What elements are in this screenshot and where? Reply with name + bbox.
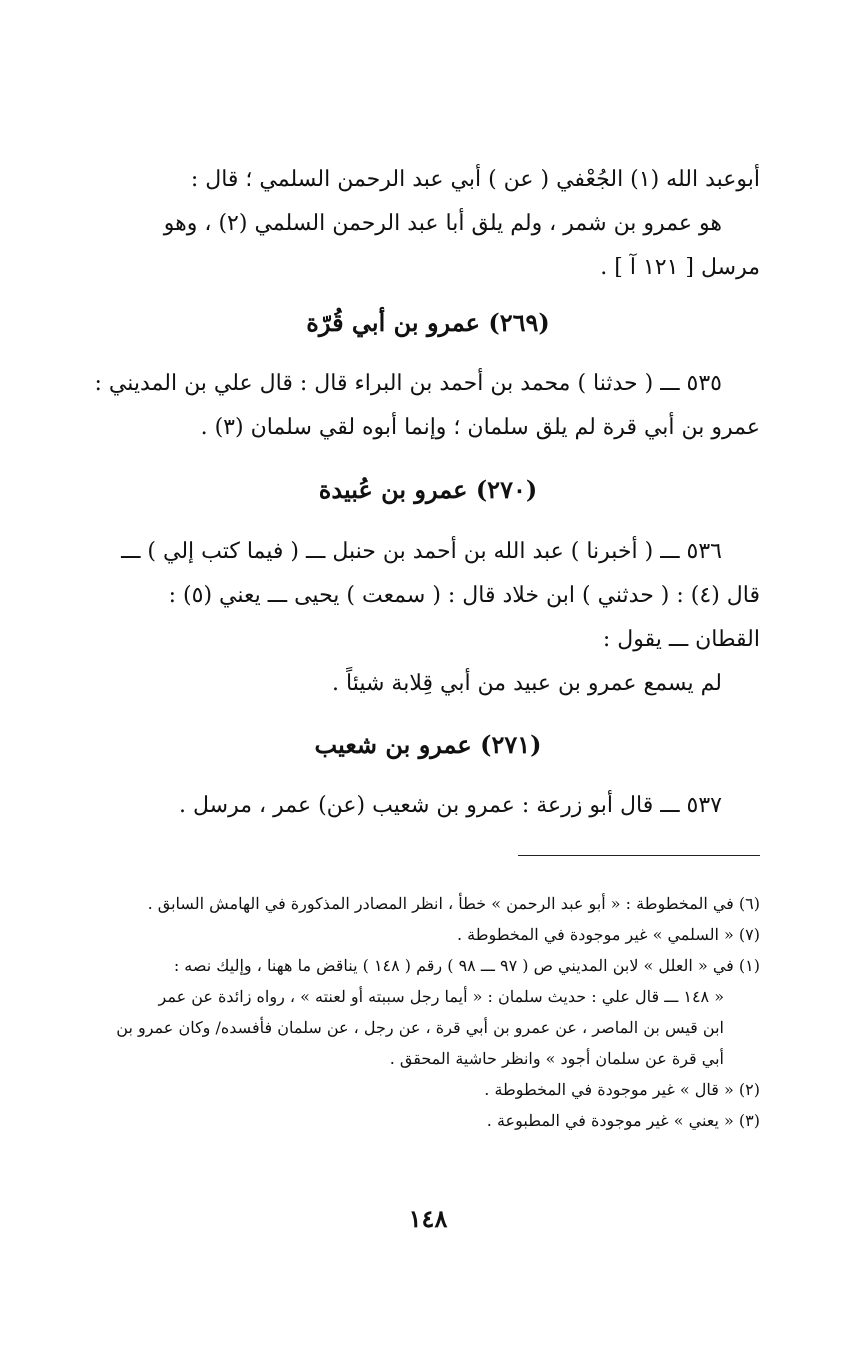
footnote: (٦) في المخطوطة : « أبو عبد الرحمن » خطأ ، انظر المصادر المذكورة في الهامش السابق . (147, 894, 760, 913)
footnote: (٧) « السلمي » غير موجودة في المخطوطة . (456, 925, 760, 944)
footnote: (١) في « العلل » لابن المديني ص ( ٩٧ ـــ ٩٨ ) رقم ( ١٤٨ ) يناقض ما ههنا ، وإليك نصه : (173, 956, 760, 975)
footnote: (٢) « قال » غير موجودة في المخطوطة . (484, 1080, 760, 1099)
section-heading-271: (٢٧١) عمرو بن شعيب (314, 730, 542, 759)
footnotes (96, 888, 760, 1136)
top-paragraph (96, 158, 760, 290)
text-line: قال (٤) : ( حدثني ) ابن خلاد قال : ( سمعت ) يحيى ـــ يعني (٥) : (168, 583, 760, 608)
page-number: ١٤٨ (408, 1204, 448, 1233)
entry-536 (96, 530, 760, 706)
text-line: لم يسمع عمرو بن عبيد من أبي قِلابة شيئاً . (332, 671, 722, 696)
text-line: ٥٣٧ ـــ قال أبو زرعة : عمرو بن شعيب (عن) عمر ، مرسل . (179, 793, 722, 818)
text-line: ٥٣٥ ـــ ( حدثنا ) محمد بن أحمد بن البراء قال : قال علي بن المديني : (94, 371, 722, 396)
section-heading-269: (٢٦٩) عمرو بن أبي قُرّة (306, 308, 550, 337)
footnote-divider (518, 855, 760, 856)
text-line: عمرو بن أبي قرة لم يلق سلمان ؛ وإنما أبوه لقي سلمان (٣) . (200, 415, 760, 440)
entry-537 (96, 784, 760, 828)
entry-535 (96, 362, 760, 450)
footnote: (٣) « يعني » غير موجودة في المطبوعة . (486, 1111, 760, 1130)
footnote-continuation: أبي قرة عن سلمان أجود » وانظر حاشية المحقق . (389, 1049, 724, 1068)
text-line: ٥٣٦ ـــ ( أخبرنا ) عبد الله بن أحمد بن حنبل ـــ ( فيما كتب إلي ) ـــ (121, 539, 722, 564)
footnote-continuation: « ١٤٨ ـــ قال علي : حديث سلمان : « أيما رجل سببته أو لعنته » ، رواه زائدة عن عمر (158, 987, 724, 1006)
footnote-continuation: ابن قيس بن الماصر ، عن عمرو بن أبي قرة ، عن رجل ، عن سلمان فأفسده/ وكان عمرو بن (116, 1018, 724, 1037)
text-line: أبوعبد الله (١) الجُعْفي ( عن ) أبي عبد الرحمن السلمي ؛ قال : (190, 167, 760, 192)
text-line: القطان ـــ يقول : (602, 627, 760, 652)
text-line: مرسل [ ١٢١ آ ] . (600, 255, 760, 280)
section-heading-270: (٢٧٠) عمرو بن عُبيدة (318, 475, 538, 504)
text-line: هو عمرو بن شمر ، ولم يلق أبا عبد الرحمن السلمي (٢) ، وهو (163, 211, 722, 236)
